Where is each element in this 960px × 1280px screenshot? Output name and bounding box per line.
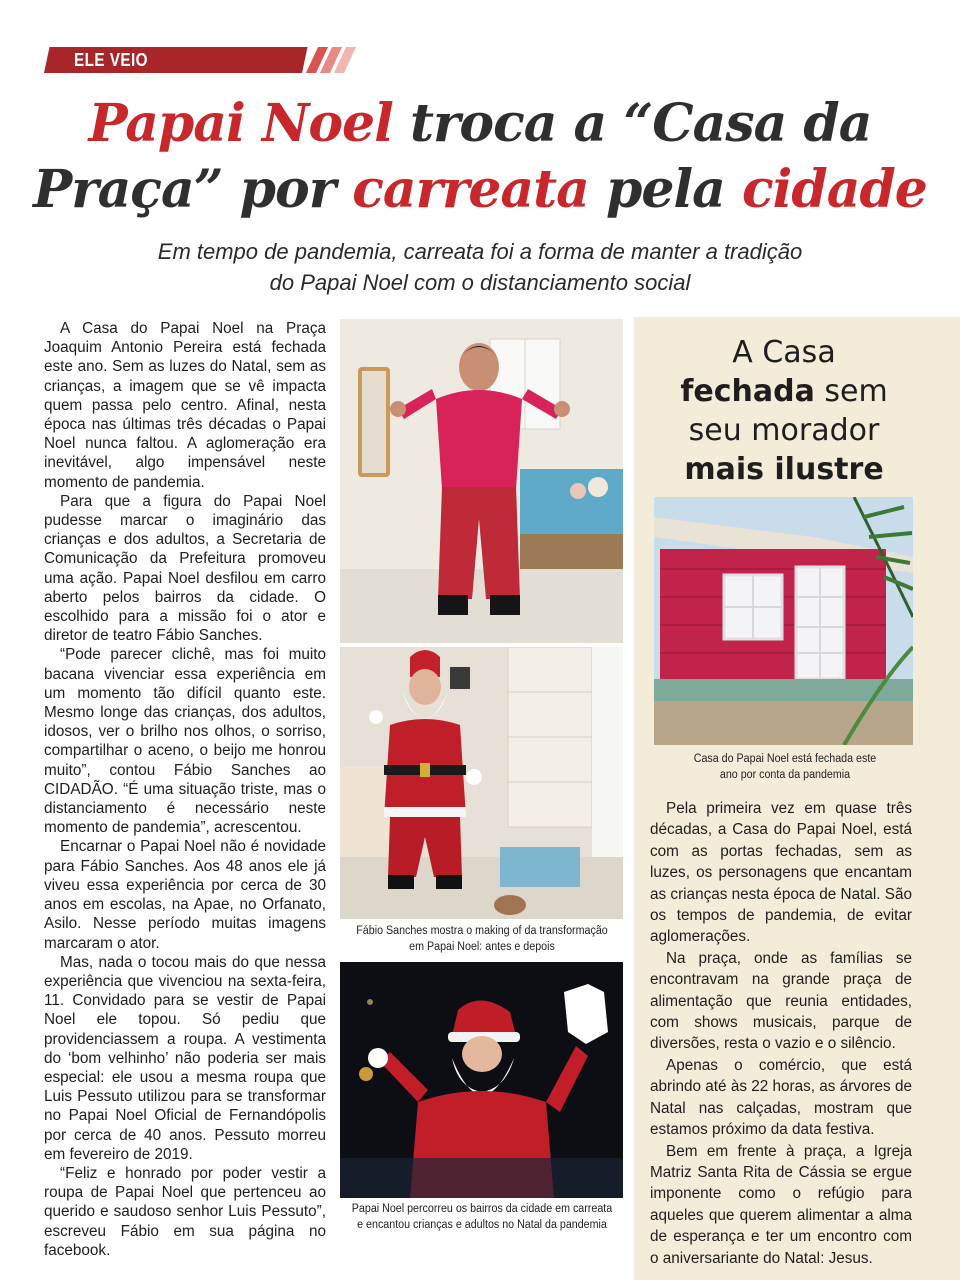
sidebar-title-segment: fechada: [680, 374, 815, 409]
section-kicker: [44, 47, 342, 73]
article-paragraph: “Pode parecer clichê, mas foi muito bacana vivenciar essa experiência em um momento tão difícil quanto este. Mesmo longe das crianças, dos adultos, idosos, ver o brilho nos olhos, o sorriso, compartilhar o aceno, o beijo me honrou muito”, contou Fábio Sanches ao CIDADÃO. “É uma situação triste, mas o distanciamento é necessário neste momento de pandemia”, acrescentou.: [44, 646, 326, 837]
headline-segment: Praça” por: [33, 159, 353, 220]
article-paragraph: Mas, nada o tocou mais do que nessa experiência que vivenciou na sexta-feira, 11. Convidado para se vestir de Papai Noel ele topou. Só pediu que providenciassem a roupa. A vestimenta do ‘bom velhinho’ não poderia ser mais especial: ele usou a mesma roupa que Luis Pessuto utilizou para se transformar no Papai Noel Oficial de Fernandópolis por cerca de 40 anos. Pessuto morreu em fevereiro de 2019.: [44, 953, 326, 1163]
sidebar-title-segment: mais ilustre: [684, 452, 884, 487]
headline-segment: Papai Noel: [88, 93, 393, 154]
subheadline: [120, 236, 840, 298]
caption-line: ano por conta da pandemia: [719, 769, 851, 781]
headline-segment: cidade: [741, 159, 927, 220]
headline-line-2: [0, 159, 960, 220]
photo-actor-before: [340, 319, 623, 643]
caption-line: Fábio Sanches mostra o making of da transformação: [356, 925, 608, 937]
kicker-label: ELE VEIO: [74, 50, 148, 70]
photo-santa-parade: [340, 962, 623, 1198]
headline-segment: pela: [588, 159, 742, 220]
photo-caption-parade: [341, 1201, 624, 1233]
caption-line: Casa do Papai Noel está fechada este: [693, 753, 877, 765]
article-paragraph: Encarnar o Papai Noel não é novidade para Fábio Sanches. Aos 48 anos ele já viveu essa experiência por cerca de 30 anos em escolas, na Apae, no Orfanato, Asilo. Nesse período muitas imagens marcaram o ator.: [44, 838, 326, 952]
sidebar-title-line: [634, 372, 934, 411]
photo-actor-after: [340, 647, 623, 919]
sidebar-title-line: [634, 333, 934, 372]
caption-line: em Papai Noel: antes e depois: [409, 941, 555, 953]
caption-line: e encantou crianças e adultos no Natal da pandemia: [357, 1219, 607, 1231]
sidebar-paragraph: Na praça, onde as famílias se encontravam na grande praça de alimentação que reunia entidades, com shows musicais, parque de diversões, resta o vazio e o silêncio.: [650, 949, 912, 1053]
headline-segment: carreata: [352, 159, 589, 220]
sidebar-paragraph: Bem em frente à praça, a Igreja Matriz Santa Rita de Cássia se ergue imponente como o refúgio para aqueles que querem alimentar a alma de esperança e ter um encontro com o aniversariante do Natal: Jesus.: [650, 1142, 912, 1267]
article-paragraph: Para que a figura do Papai Noel pudesse marcar o imaginário das crianças e dos adultos, a Secretaria de Comunicação da Prefeitura promoveu uma ação. Papai Noel desfilou em carro aberto pelos bairros da cidade. O escolhido para a missão foi o ator e diretor de teatro Fábio Sanches.: [44, 492, 326, 645]
photo-caption-transformation: [341, 923, 624, 955]
subheadline-line: Em tempo de pandemia, carreata foi a forma de manter a tradição: [157, 239, 803, 264]
sidebar-title-line: [634, 450, 934, 489]
sidebar-paragraph: Apenas o comércio, que está abrindo até às 22 horas, as árvores de Natal nas calçadas, mostram que estamos próximo da data festiva.: [650, 1056, 912, 1139]
subheadline-line: do Papai Noel com o distanciamento social: [269, 270, 691, 295]
article-body: [44, 319, 326, 1260]
sidebar-body: [650, 798, 912, 1269]
sidebar-title-segment: sem: [814, 374, 888, 409]
headline-line-1: [0, 93, 960, 154]
sidebar-title-line: [634, 411, 934, 450]
sidebar-title-segment: A Casa: [732, 335, 836, 370]
sidebar-paragraph: Pela primeira vez em quase três décadas, a Casa do Papai Noel, está com as portas fechadas, sem as luzes, os personagens que encantam as crianças nesta época de Natal. São os tempos de pandemia, de evitar aglomerações.: [650, 800, 912, 946]
sidebar-title-segment: seu morador: [688, 413, 880, 448]
article-paragraph: A Casa do Papai Noel na Praça Joaquim Antonio Pereira está fechada este ano. Sem as luzes do Natal, sem as crianças, a imagem que se vê impacta quem passa pelo centro. Afinal, nesta época nas últimas três décadas o Papai Noel nunca faltou. A aglomeração era inevitável, algo impensável neste momento de pandemia.: [44, 320, 326, 491]
headline-segment: troca a “Casa da: [392, 93, 872, 154]
article-paragraph: “Feliz e honrado por poder vestir a roupa de Papai Noel que pertenceu ao querido e saudoso senhor Luis Pessuto”, escreveu Fábio em sua página no facebook.: [44, 1164, 326, 1259]
photo-closed-house: [654, 497, 913, 745]
caption-line: Papai Noel percorreu os bairros da cidade em carreata: [351, 1203, 613, 1215]
sidebar-title: [634, 333, 934, 489]
photo-caption-house: [650, 751, 920, 783]
